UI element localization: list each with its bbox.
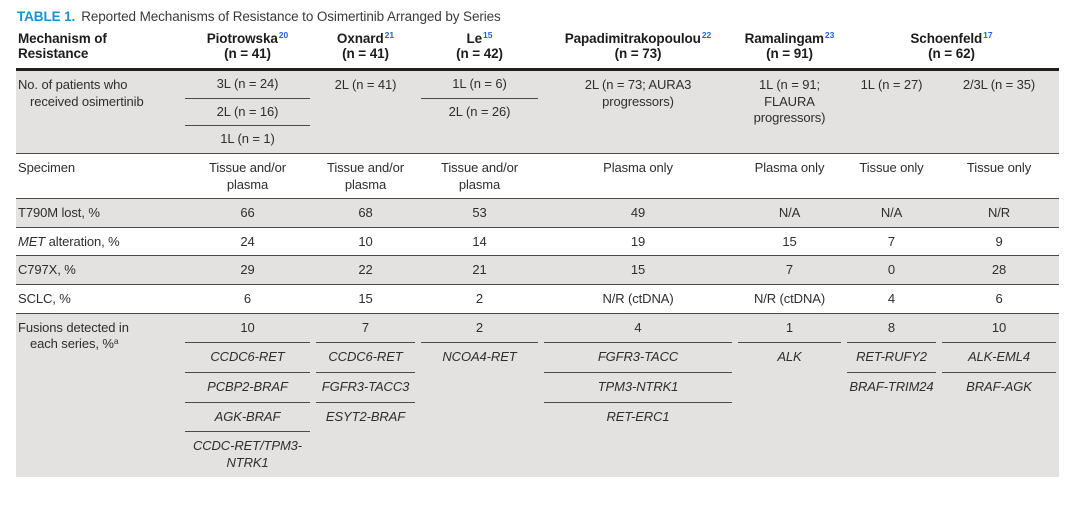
data-cell: 22 <box>358 262 373 278</box>
row-label <box>16 70 182 154</box>
table-row-c797x <box>16 256 1059 285</box>
sample-size: (n = 73) <box>614 46 662 61</box>
footnote-marker: a <box>113 336 119 347</box>
row-label-line: No. of patients who <box>18 77 128 92</box>
stack-entry <box>544 402 732 432</box>
stack-entry <box>544 342 732 372</box>
row-label <box>16 313 182 477</box>
sample-size: (n = 42) <box>456 46 503 61</box>
stacked-entries <box>185 71 310 153</box>
stack-entry <box>316 372 415 402</box>
stack-entry <box>316 342 415 372</box>
data-cell: 21 <box>472 262 487 278</box>
stack-entry: 10 <box>991 319 1007 335</box>
stack-entry <box>185 431 310 477</box>
stacked-entries <box>544 314 732 432</box>
column-header-papadimitrakopoulou <box>541 30 735 70</box>
gene-name: AGK-BRAF <box>214 408 281 424</box>
citation-superscript[interactable]: 20 <box>278 30 289 40</box>
stack-entry: 2L (n = 26) <box>421 98 538 126</box>
data-cell: 2L (n = 41) <box>334 77 397 92</box>
stack-entry <box>942 372 1056 402</box>
stacked-entries <box>847 314 936 402</box>
table-title <box>17 9 1064 24</box>
header-row <box>16 30 1059 70</box>
table-number-label: TABLE 1. <box>17 9 76 24</box>
gene-name: RET-ERC1 <box>606 408 670 424</box>
data-cell <box>735 313 844 477</box>
gene-name: CCDC6-RET <box>328 349 403 365</box>
citation-superscript[interactable]: 17 <box>983 30 993 40</box>
stack-entry: 2L (n = 16) <box>185 98 310 126</box>
stacked-entries <box>421 71 538 125</box>
data-cell: Tissue and/or plasma <box>327 159 404 192</box>
data-cell: N/R <box>987 205 1011 221</box>
data-cell: 0 <box>887 262 896 278</box>
study-name: Oxnard <box>336 31 384 46</box>
sample-size: (n = 62) <box>928 46 975 61</box>
data-cell: 53 <box>472 205 487 221</box>
data-cell: 7 <box>785 262 794 278</box>
column-header-schoenfeld <box>844 30 1059 70</box>
stacked-entries <box>421 314 538 372</box>
table-row-met-alteration <box>16 227 1059 256</box>
row-label-line: C797X, % <box>18 262 76 278</box>
data-cell: Tissue and/or plasma <box>441 159 518 192</box>
label-part: each series, % <box>30 336 114 352</box>
citation-superscript[interactable]: 23 <box>824 30 835 40</box>
stack-entry: 7 <box>361 319 370 335</box>
table-row-patients-received-osimertinib <box>16 70 1059 154</box>
stack-entry: 1L (n = 6) <box>452 76 507 91</box>
stacked-entries <box>185 314 310 478</box>
study-name: Papadimitrakopoulou <box>564 31 701 46</box>
data-cell <box>418 313 541 477</box>
data-cell: 66 <box>240 205 255 221</box>
data-cell <box>313 313 418 477</box>
data-cell <box>541 313 735 477</box>
column-header-le <box>418 30 541 70</box>
data-cell: 6 <box>995 291 1003 306</box>
study-name: Ramalingam <box>744 31 824 46</box>
gene-name: PCBP2-BRAF <box>207 378 288 394</box>
sample-size: (n = 91) <box>766 46 813 61</box>
stack-entry <box>185 402 310 432</box>
row-label-line: received osimertinib <box>30 93 144 109</box>
data-cell: 10 <box>358 233 373 249</box>
stack-entry <box>847 342 936 372</box>
data-cell <box>418 70 541 154</box>
table-body <box>16 70 1059 478</box>
stack-entry <box>316 402 415 432</box>
row-label-line: SCLC, % <box>18 291 71 306</box>
stack-entry: 8 <box>887 319 896 335</box>
stacked-entries <box>738 314 841 372</box>
data-cell: N/R (ctDNA) <box>602 291 674 306</box>
data-cell: 1L (n = 91; FLAURA progressors) <box>753 77 826 126</box>
data-cell: 4 <box>887 291 896 306</box>
row-label-line <box>18 234 180 251</box>
stack-entry: 4 <box>634 319 642 335</box>
data-cell: 2L (n = 73; AURA3 progressors) <box>584 77 692 109</box>
stack-entry <box>185 342 310 372</box>
row-label-line: Fusions detected in <box>18 319 129 335</box>
stack-entry <box>847 372 936 402</box>
data-cell: 28 <box>991 262 1007 278</box>
gene-name: ALK-EML4 <box>967 349 1031 365</box>
row-label <box>16 256 182 285</box>
data-cell: 49 <box>630 205 646 221</box>
row-header <box>16 30 182 70</box>
table-row-fusions-detected <box>16 313 1059 477</box>
stacked-entries <box>316 314 415 432</box>
gene-name: FGFR3-TACC3 <box>321 378 410 394</box>
stack-entry: 1 <box>785 319 794 335</box>
citation-superscript[interactable]: 15 <box>483 30 493 40</box>
data-cell: 9 <box>995 233 1003 249</box>
gene-name: ESYT2-BRAF <box>325 408 406 424</box>
data-cell: 15 <box>630 262 646 278</box>
gene-name: CCDC6-RET <box>210 349 285 365</box>
gene-name: FGFR3-TACC <box>597 349 679 365</box>
data-cell: Tissue and/or plasma <box>209 159 286 192</box>
stack-entry: 10 <box>240 319 255 335</box>
study-name: Schoenfeld <box>910 31 983 46</box>
data-cell: N/A <box>880 205 903 221</box>
gene-name: CCDC-RET/TPM3-NTRK1 <box>192 438 303 470</box>
citation-superscript[interactable]: 22 <box>701 30 712 40</box>
study-name: Le <box>466 31 483 46</box>
stack-entry <box>421 342 538 372</box>
data-cell: 19 <box>630 233 646 249</box>
data-cell: N/R (ctDNA) <box>753 291 826 306</box>
data-cell: 14 <box>472 233 487 249</box>
gene-name: BRAF-TRIM24 <box>849 378 934 394</box>
data-cell: 1L (n = 27) <box>860 77 923 92</box>
column-header-piotrowska <box>182 30 313 70</box>
resistance-table <box>16 30 1059 477</box>
gene-name: RET-RUFY2 <box>856 349 927 365</box>
citation-superscript[interactable]: 21 <box>384 30 395 40</box>
gene-name: NCOA4-RET <box>442 349 517 365</box>
stack-entry <box>185 372 310 402</box>
data-cell: Tissue only <box>859 159 924 175</box>
stack-entry <box>942 342 1056 372</box>
sample-size: (n = 41) <box>224 46 271 61</box>
stacked-entries <box>942 314 1056 402</box>
gene-name: ALK <box>777 349 802 365</box>
stack-entry: 3L (n = 24) <box>216 76 279 91</box>
sample-size: (n = 41) <box>342 46 389 61</box>
data-cell: 6 <box>243 291 252 306</box>
data-cell: 68 <box>358 205 373 221</box>
table-header <box>16 30 1059 70</box>
data-cell: 15 <box>358 291 373 306</box>
data-cell: N/A <box>778 205 801 221</box>
row-header-line: Resistance <box>18 46 89 61</box>
row-label <box>16 285 182 314</box>
data-cell <box>844 313 939 477</box>
table-row-t790m-lost <box>16 199 1059 228</box>
data-cell: 29 <box>240 262 255 278</box>
stack-entry <box>738 342 841 372</box>
row-label-line: Specimen <box>18 159 76 175</box>
data-cell: 24 <box>240 233 255 249</box>
column-header-oxnard <box>313 30 418 70</box>
row-label-line: T790M lost, % <box>18 205 100 221</box>
stack-entry: 2 <box>475 319 484 335</box>
data-cell <box>182 70 313 154</box>
data-cell: 7 <box>887 233 896 249</box>
table-row-specimen <box>16 153 1059 198</box>
gene-name: BRAF-AGK <box>966 378 1032 394</box>
data-cell: 2/3L (n = 35) <box>962 77 1036 92</box>
data-cell: Plasma only <box>754 159 825 175</box>
row-header-line: Mechanism of <box>18 31 107 46</box>
row-label <box>16 153 182 198</box>
gene-name: MET <box>18 233 46 249</box>
data-cell <box>939 313 1059 477</box>
label-part: alteration, % <box>45 233 120 249</box>
stack-entry <box>544 372 732 402</box>
data-cell <box>182 313 313 477</box>
row-label <box>16 199 182 228</box>
study-name: Piotrowska <box>206 31 278 46</box>
gene-name: TPM3-NTRK1 <box>597 378 679 394</box>
stack-entry: 1L (n = 1) <box>185 125 310 153</box>
row-label-line <box>18 336 180 353</box>
row-label <box>16 227 182 256</box>
column-header-ramalingam <box>735 30 844 70</box>
table-row-sclc <box>16 285 1059 314</box>
data-cell: Tissue only <box>966 159 1032 175</box>
data-cell: Plasma only <box>603 159 673 175</box>
data-cell: 2 <box>475 291 484 306</box>
table-title-text: Reported Mechanisms of Resistance to Osimertinib Arranged by Series <box>81 9 501 24</box>
data-cell: 15 <box>782 233 797 249</box>
